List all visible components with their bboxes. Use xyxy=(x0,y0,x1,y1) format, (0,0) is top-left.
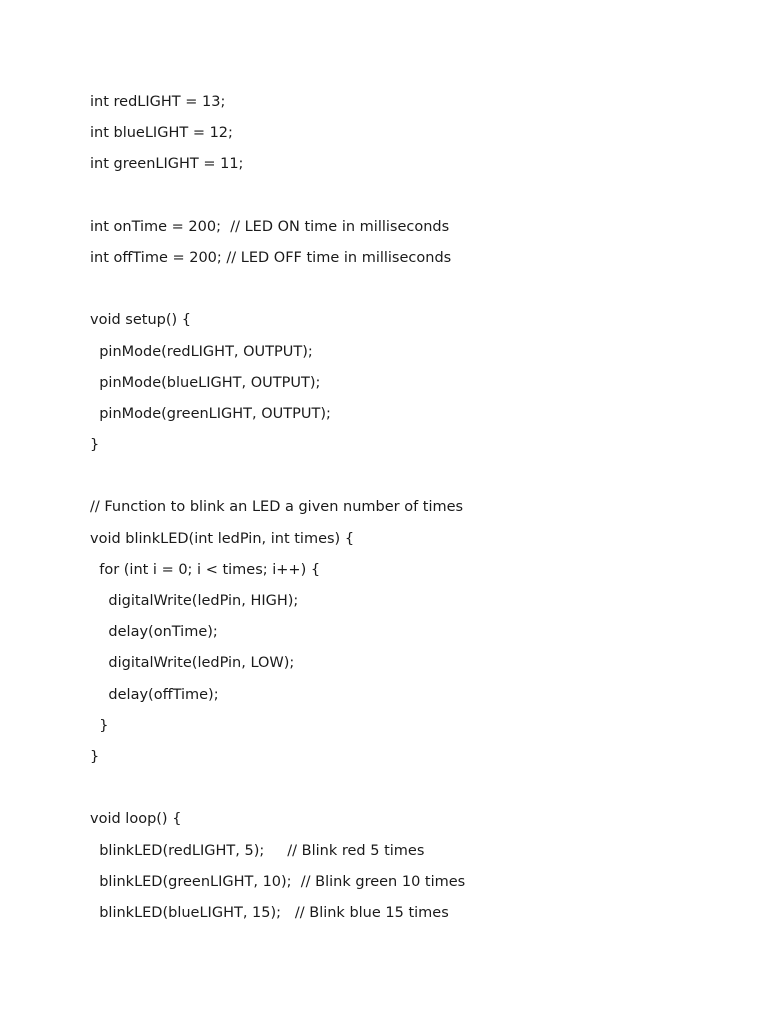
code-line: blinkLED(redLIGHT, 5); // Blink red 5 times xyxy=(90,842,425,859)
code-line: int redLIGHT = 13; xyxy=(90,94,226,110)
code-line: } xyxy=(90,437,100,454)
code-line: int blueLIGHT = 12; xyxy=(90,125,233,142)
code-line: digitalWrite(ledPin, HIGH); xyxy=(90,593,299,609)
code-line: pinMode(greenLIGHT, OUTPUT); xyxy=(90,405,331,422)
code-line: pinMode(blueLIGHT, OUTPUT); xyxy=(90,374,321,391)
code-line: int offTime = 200; // LED OFF time in milliseconds xyxy=(90,249,452,266)
code-line: blinkLED(blueLIGHT, 15); // Blink blue 15 times xyxy=(90,904,449,921)
code-line: void setup() { xyxy=(90,312,191,329)
code-line: pinMode(redLIGHT, OUTPUT); xyxy=(90,343,313,360)
code-line: } xyxy=(90,748,100,765)
code-line: for (int i = 0; i < times; i++) { xyxy=(90,561,321,578)
code-line: delay(onTime); xyxy=(90,624,218,641)
code-line: } xyxy=(90,717,109,734)
code-document xyxy=(90,90,730,932)
code-line: void loop() { xyxy=(90,811,182,828)
blank-line xyxy=(90,277,730,308)
code-line: delay(offTime); xyxy=(90,686,219,703)
code-line: void blinkLED(int ledPin, int times) { xyxy=(90,530,355,547)
blank-line xyxy=(90,464,730,495)
blank-line xyxy=(90,776,730,807)
code-line: digitalWrite(ledPin, LOW); xyxy=(90,655,295,672)
code-comment-line: // Function to blink an LED a given number of times xyxy=(90,499,464,516)
blank-line xyxy=(90,184,730,215)
code-line: blinkLED(greenLIGHT, 10); // Blink green 10 times xyxy=(90,873,466,890)
code-line: int onTime = 200; // LED ON time in milliseconds xyxy=(90,218,450,235)
code-line: int greenLIGHT = 11; xyxy=(90,156,244,173)
